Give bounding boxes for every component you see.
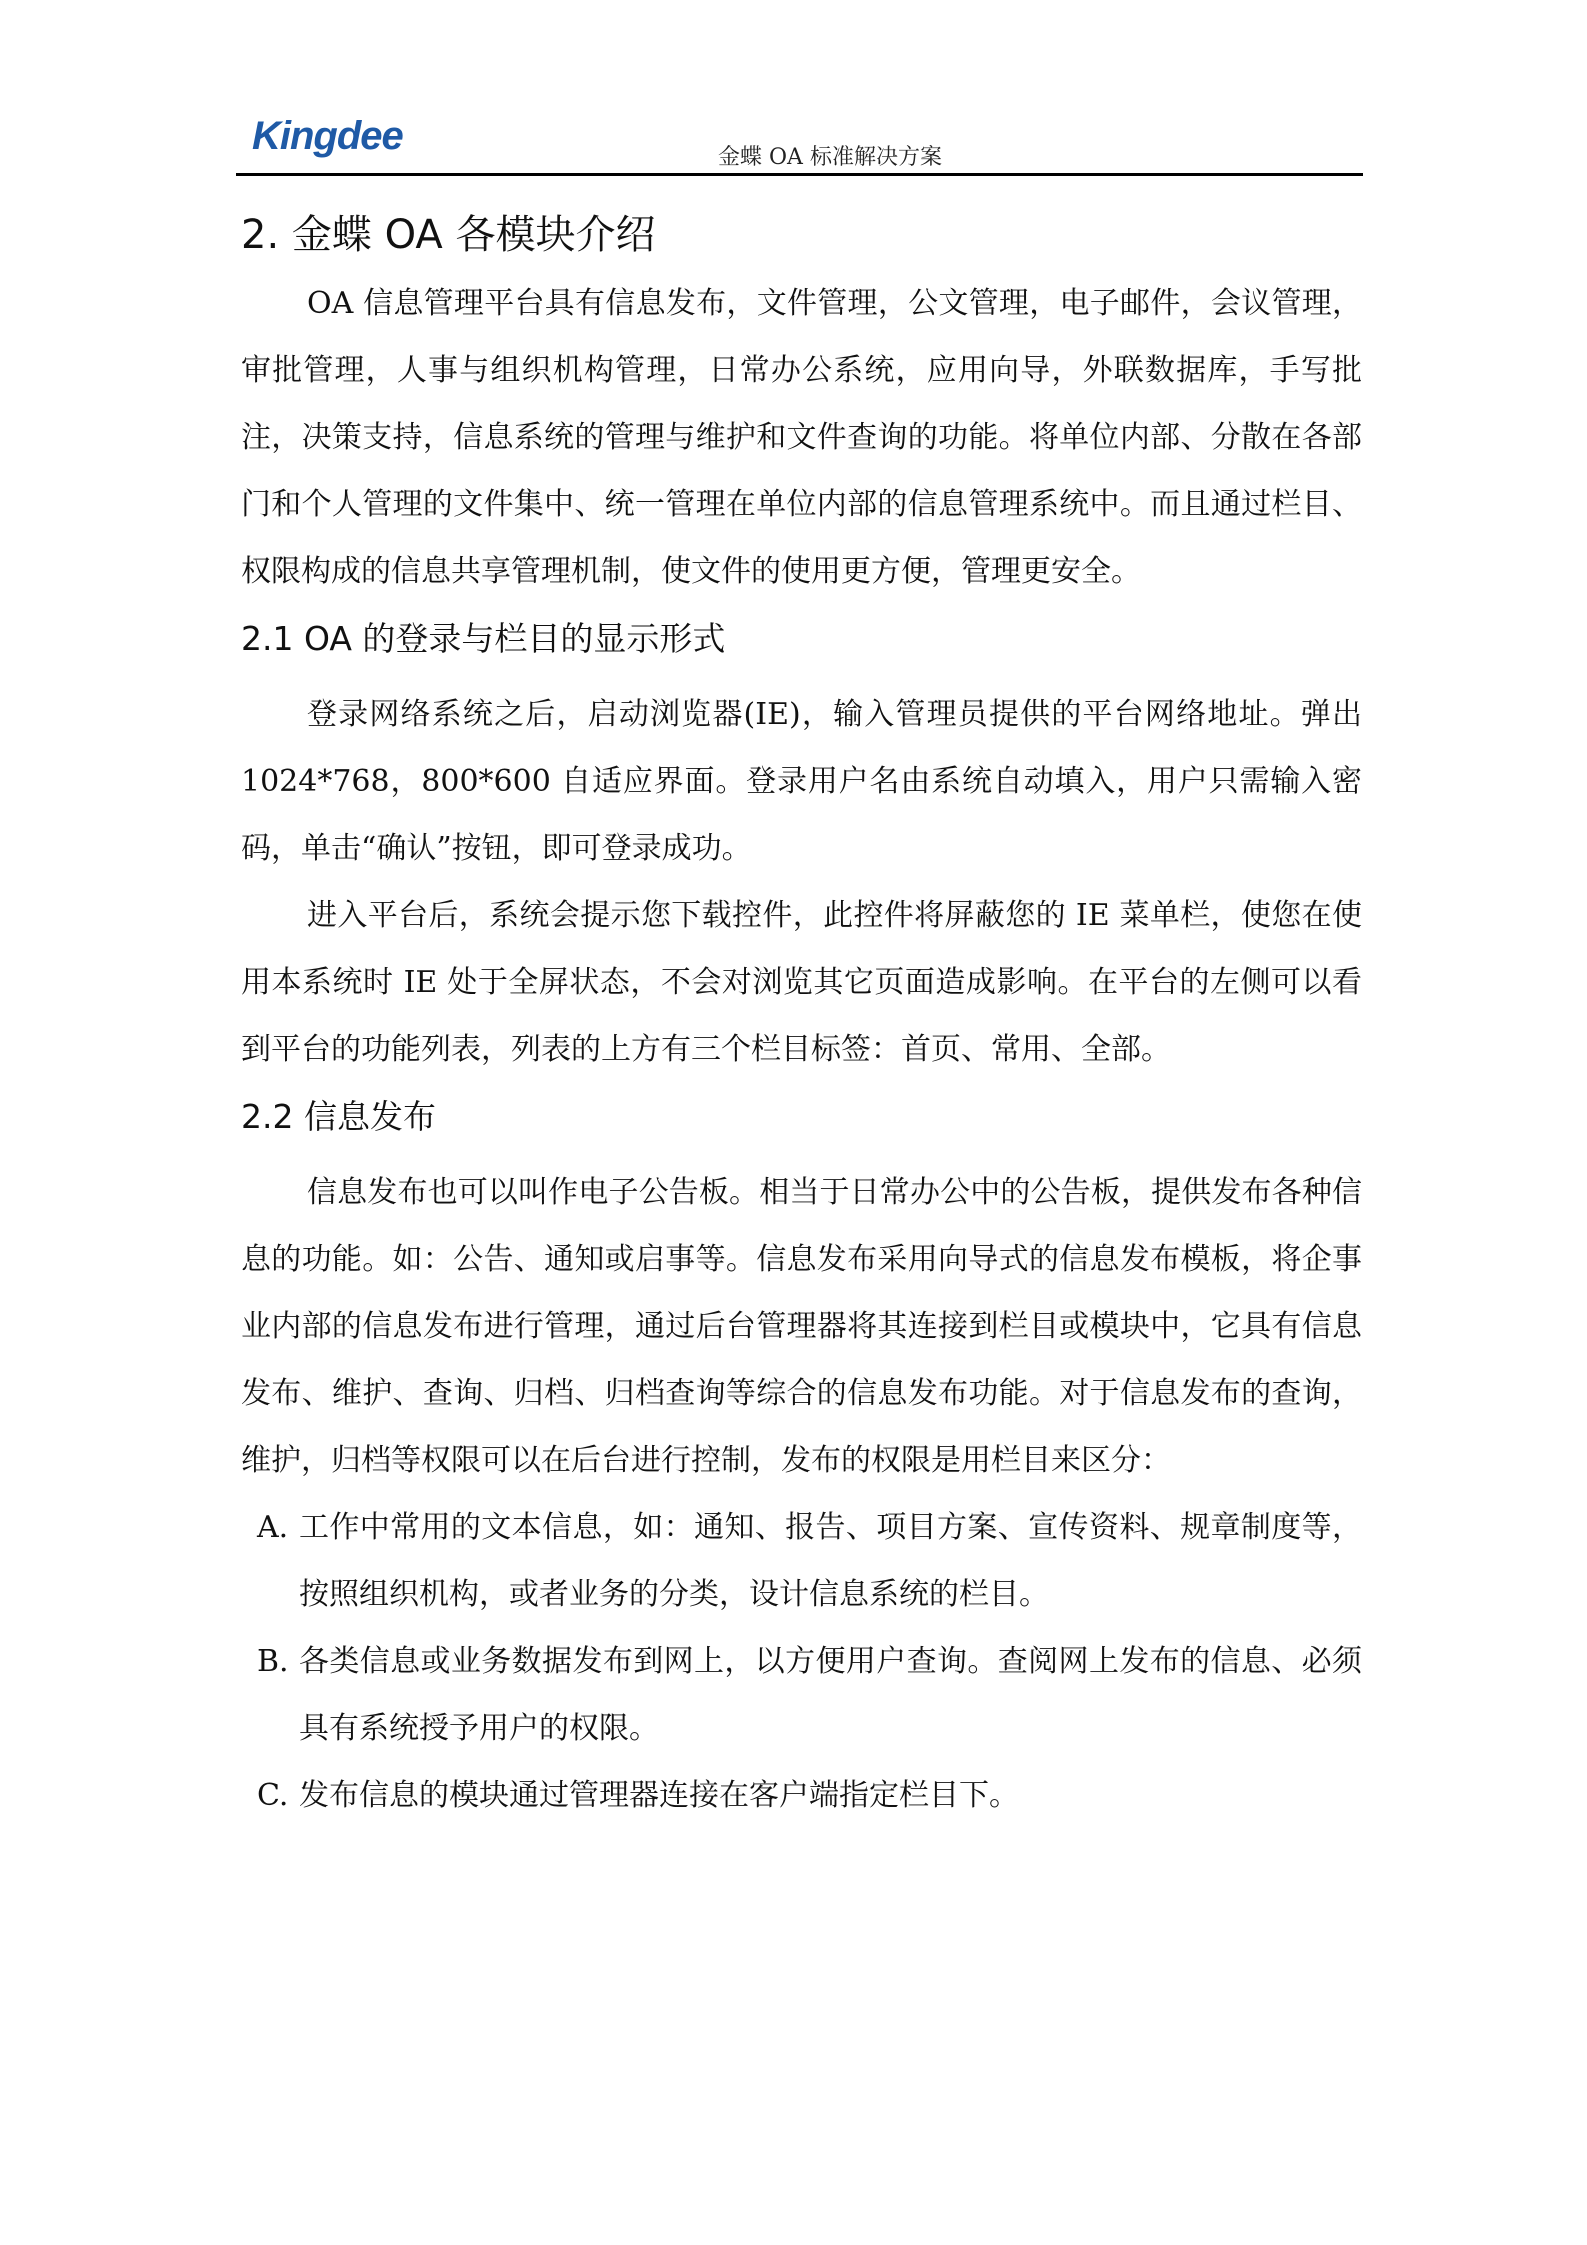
platform-paragraph: 进入平台后，系统会提示您下载控件，此控件将屏蔽您的 IE 菜单栏，使您在使用本系统时 IE 处于全屏状态，不会对浏览其它页面造成影响。在平台的左侧可以看到平台的功能列表，列表的上方有三个栏目标签：首页、常用、全部。 xyxy=(241,898,1362,1067)
login-paragraph: 登录网络系统之后，启动浏览器(IE)，输入管理员提供的平台网络地址。弹出 1024*768，800*600 自适应界面。登录用户名由系统自动填入，用户只需输入密码，单击“确认”按钮，即可登录成功。 xyxy=(241,697,1362,866)
subsection-2-1-title: 2.1 OA 的登录与栏目的显示形式 xyxy=(241,619,726,658)
list-marker: A. xyxy=(257,1510,289,1545)
subsection-2-2-title: 2.2 信息发布 xyxy=(241,1097,436,1136)
list-item xyxy=(241,1762,1362,1829)
list-text: 发布信息的模块通过管理器连接在客户端指定栏目下。 xyxy=(299,1778,1019,1813)
document-body xyxy=(241,200,1362,1829)
header-divider xyxy=(236,173,1363,176)
list-text: 各类信息或业务数据发布到网上，以方便用户查询。查阅网上发布的信息、必须具有系统授予用户的权限。 xyxy=(299,1644,1362,1746)
header-title: 金蝶 OA 标准解决方案 xyxy=(718,145,942,170)
intro-paragraph: OA 信息管理平台具有信息发布，文件管理，公文管理，电子邮件，会议管理，审批管理，人事与组织机构管理，日常办公系统，应用向导，外联数据库，手写批注，决策支持，信息系统的管理与维护和文件查询的功能。将单位内部、分散在各部门和个人管理的文件集中、统一管理在单位内部的信息管理系统中。而且通过栏目、权限构成的信息共享管理机制，使文件的使用更方便，管理更安全。 xyxy=(241,286,1362,589)
list-item xyxy=(241,1494,1362,1628)
section-title: 2. 金蝶 OA 各模块介绍 xyxy=(241,212,656,258)
list-text: 工作中常用的文本信息，如：通知、报告、项目方案、宣传资料、规章制度等，按照组织机构，或者业务的分类，设计信息系统的栏目。 xyxy=(299,1510,1362,1612)
info-publish-paragraph: 信息发布也可以叫作电子公告板。相当于日常办公中的公告板，提供发布各种信息的功能。如：公告、通知或启事等。信息发布采用向导式的信息发布模板，将企事业内部的信息发布进行管理，通过后台管理器将其连接到栏目或模块中，它具有信息发布、维护、查询、归档、归档查询等综合的信息发布功能。对于信息发布的查询，维护，归档等权限可以在后台进行控制，发布的权限是用栏目来区分： xyxy=(241,1175,1362,1478)
kingdee-logo: Kingdee xyxy=(252,114,403,158)
list-marker: B. xyxy=(257,1644,289,1679)
list-item xyxy=(241,1628,1362,1762)
list-marker: C. xyxy=(257,1778,289,1813)
